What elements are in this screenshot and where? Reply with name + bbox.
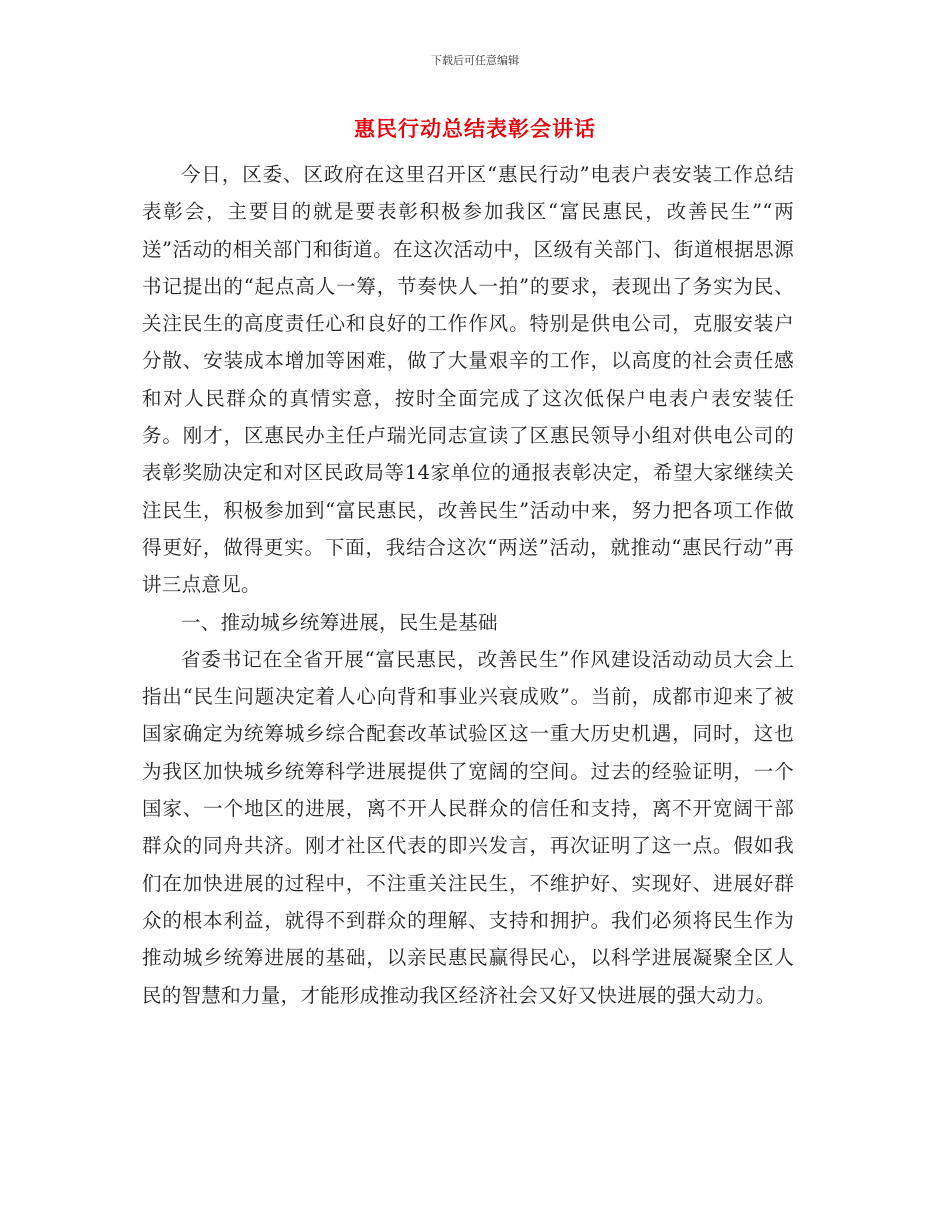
paragraph-section-1: 省委书记在全省开展“富民惠民，改善民生”作风建设活动动员大会上指出“民生问题决定着人心向背和事业兴衰成败”。当前，成都市迎来了被国家确定为统筹城乡综合配套改革试验区这一重大历史机遇，同时，这也为我区加快城乡统筹科学进展提供了宽阔的空间。过去的经验证明，一个国家、一个地区的进展，离不开人民群众的信任和支持，离不开宽阔干部群众的同舟共济。刚才社区代表的即兴发言，再次证明了这一点。假如我们在加快进展的过程中，不注重关注民生，不维护好、实现好、进展好群众的根本利益，就得不到群众的理解、支持和拥护。我们必须将民生作为推动城乡统筹进展的基础，以亲民惠民赢得民心，以科学进展凝聚全区人民的智慧和力量，才能形成推动我区经济社会又好又快进展的强大动力。 — [142, 647, 794, 1007]
section-heading-1: 一、推动城乡统筹进展，民生是基础 — [181, 610, 498, 634]
document-body — [142, 156, 794, 1014]
paragraph-intro: 今日，区委、区政府在这里召开区“惠民行动”电表户表安装工作总结表彰会，主要目的就是要表彰积极参加我区“富民惠民，改善民生”“两送”活动的相关部门和街道。在这次活动中，区级有关部门、街道根据思源书记提出的“起点高人一筹，节奏快人一拍”的要求，表现出了务实为民、关注民生的高度责任心和良好的工作作风。特别是供电公司，克服安装户分散、安装成本增加等困难，做了大量艰辛的工作，以高度的社会责任感和对人民群众的真情实意，按时全面完成了这次低保户电表户表安装任务。刚才，区惠民办主任卢瑞光同志宣读了区惠民领导小组对供电公司的表彰奖励决定和对区民政局等14家单位的通报表彰决定，希望大家继续关注民生，积极参加到“富民惠民，改善民生”活动中来，努力把各项工作做得更好，做得更实。下面，我结合这次“两送”活动，就推动“惠民行动”再讲三点意见。 — [142, 163, 794, 597]
header-note: 下载后可任意编辑 — [431, 54, 519, 67]
document-title: 惠民行动总结表彰会讲话 — [354, 116, 596, 141]
